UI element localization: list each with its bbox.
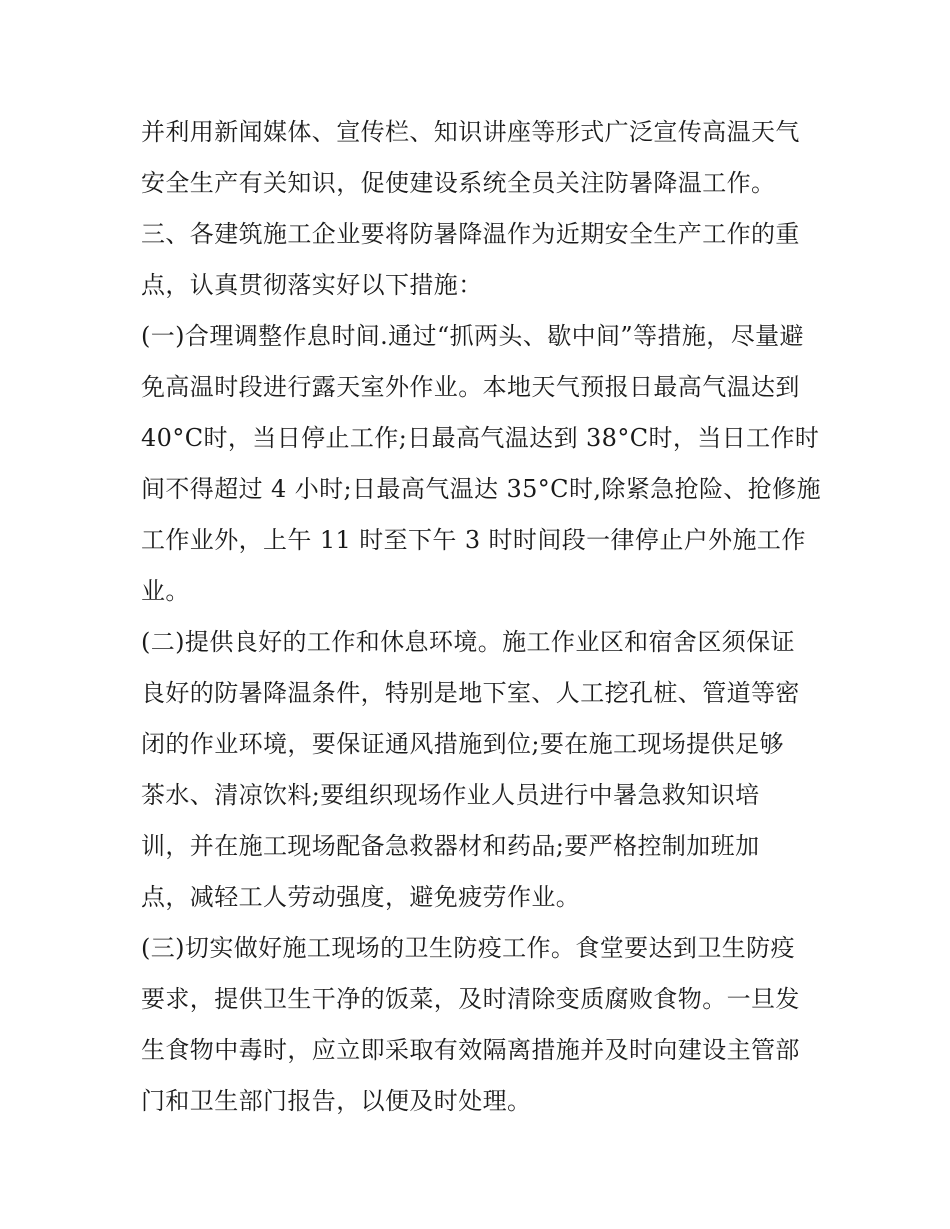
text-line: 良好的防暑降温条件，特别是地下室、人工挖孔桩、管道等密 — [141, 679, 800, 707]
text-line: (一)合理调整作息时间.通过“抓两头、歇中间”等措施，尽量避 — [141, 322, 804, 350]
text-line: 安全生产有关知识，促使建设系统全员关注防暑降温工作。 — [141, 169, 776, 197]
text-line: 门和卫生部门报告，以便及时处理。 — [141, 1087, 532, 1115]
text-line: 要求，提供卫生干净的饭菜，及时清除变质腐败食物。一旦发 — [141, 985, 800, 1013]
text-line: 点，减轻工人劳动强度，避免疲劳作业。 — [141, 883, 581, 911]
text-line: 生食物中毒时，应立即采取有效隔离措施并及时向建设主管部 — [141, 1036, 800, 1064]
text-line: 并利用新闻媒体、宣传栏、知识讲座等形式广泛宣传高温天气 — [141, 118, 800, 146]
text-line: (三)切实做好施工现场的卫生防疫工作。食堂要达到卫生防疫 — [141, 934, 795, 962]
text-line: 训，并在施工现场配备急救器材和药品;要严格控制加班加 — [141, 832, 760, 860]
text-line: 闭的作业环境，要保证通风措施到位;要在施工现场提供足够 — [141, 730, 784, 758]
text-line: 三、各建筑施工企业要将防暑降温作为近期安全生产工作的重 — [141, 220, 800, 248]
text-line: 免高温时段进行露天室外作业。本地天气预报日最高气温达到 — [141, 373, 800, 401]
document-body — [141, 107, 831, 1127]
text-line: 工作业外，上午 11 时至下午 3 时时间段一律停止户外施工作 — [141, 526, 806, 554]
text-line: 点，认真贯彻落实好以下措施： — [141, 271, 483, 299]
text-line: 间不得超过 4 小时;日最高气温达 35°C时,除紧急抢险、抢修施 — [141, 475, 821, 503]
text-line: 业。 — [141, 577, 190, 605]
text-line: 40°C时，当日停止工作;日最高气温达到 38°C时，当日工作时 — [141, 424, 820, 452]
text-line: (二)提供良好的工作和休息环境。施工作业区和宿舍区须保证 — [141, 628, 795, 656]
text-line: 茶水、清凉饮料;要组织现场作业人员进行中暑急救知识培 — [141, 781, 760, 809]
